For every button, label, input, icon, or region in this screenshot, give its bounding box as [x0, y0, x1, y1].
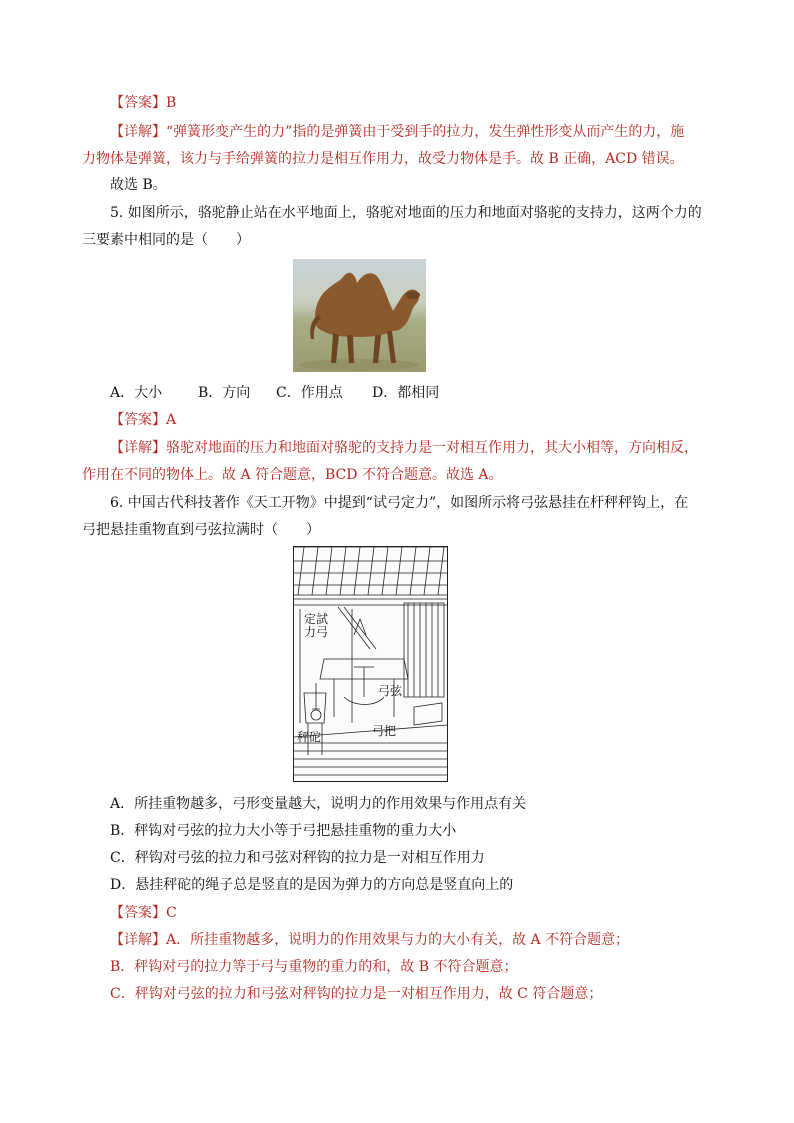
- q6-option-b[interactable]: B．秤钩对弓弦的拉力大小等于弓把悬挂重物的重力大小: [110, 823, 457, 839]
- q6-detail-line3: C．秤钩对弓弦的拉力和弓弦对秤钩的拉力是一对相互作用力，故 C 符合题意；: [110, 986, 603, 1002]
- q6-answer-tag: 【答案】: [110, 905, 166, 921]
- figure-title-col1: 定力: [304, 612, 317, 639]
- q4-choose: 故选 B。: [110, 177, 167, 193]
- figure-label-weight: 秤砣: [297, 730, 322, 744]
- q6-detail-text1: A．所挂重物越多，说明力的作用效果与力的大小有关，故 A 不符合题意；: [166, 932, 630, 948]
- q6-option-c[interactable]: C．秤钩对弓弦的拉力和弓弦对秤钩的拉力是一对相互作用力: [110, 850, 485, 866]
- q5-option-a[interactable]: A．大小: [110, 385, 163, 401]
- q6-stem-line1: 6. 中国古代科技著作《天工开物》中提到“试弓定力”，如图所示将弓弦悬挂在杆秤秤钩上，在: [110, 495, 689, 511]
- q5-detail-line2: 作用在不同的物体上。故 A 符合题意，BCD 不符合题意。故选 A。: [82, 467, 503, 483]
- q5-option-b[interactable]: B．方向: [198, 385, 251, 401]
- figure-label-bowgrip: 弓把: [372, 724, 397, 738]
- figure-title-col2: 試弓: [316, 612, 329, 639]
- camel-photo: [293, 259, 426, 372]
- q5-detail-line1: [110, 438, 740, 458]
- q6-stem-line2: 弓把悬挂重物直到弓弦拉满时（ ）: [82, 522, 320, 538]
- q5-options: [110, 383, 740, 403]
- figure-label-bowstring: 弓弦: [378, 684, 403, 698]
- camel-icon: [293, 259, 426, 372]
- q4-detail-tag: 【详解】: [110, 124, 166, 140]
- q6-option-d[interactable]: D．悬挂秤砣的绳子总是竖直的是因为弹力的方向总是竖直向上的: [110, 877, 514, 893]
- q4-answer-line: [110, 93, 740, 113]
- q6-detail-line2: B．秤钩对弓的拉力等于弓与重物的重力的和，故 B 不符合题意；: [110, 959, 518, 975]
- q4-answer-tag: 【答案】: [110, 95, 166, 111]
- q4-detail-line1: [110, 122, 740, 142]
- q5-option-d[interactable]: D．都相同: [372, 385, 440, 401]
- q6-detail-line1: [110, 930, 740, 950]
- q4-answer-value: B: [166, 95, 177, 111]
- bow-test-woodcut-icon: [294, 547, 447, 781]
- q6-detail-tag: 【详解】: [110, 932, 166, 948]
- q5-answer-value: A: [166, 412, 177, 428]
- q5-detail-tag: 【详解】: [110, 440, 166, 456]
- q5-option-c[interactable]: C．作用点: [276, 385, 343, 401]
- q5-stem-line1: 5. 如图所示，骆驼静止站在水平地面上，骆驼对地面的压力和地面对骆驼的支持力，这两个力的: [110, 205, 702, 221]
- q6-answer-value: C: [166, 905, 177, 921]
- q5-detail-text1: 骆驼对地面的压力和地面对骆驼的支持力是一对相互作用力，其大小相等，方向相反，: [166, 440, 698, 456]
- q4-detail-line2: 力物体是弹簧，该力与手给弹簧的拉力是相互作用力，故受力物体是手。故 B 正确，ACD 错误。: [82, 151, 684, 167]
- q5-answer-tag: 【答案】: [110, 412, 166, 428]
- q5-stem-line2: 三要素中相同的是（ ）: [82, 232, 250, 248]
- woodcut-illustration: [293, 546, 448, 782]
- q6-option-a[interactable]: A．所挂重物越多，弓形变量越大，说明力的作用效果与作用点有关: [110, 796, 527, 812]
- q5-answer-line: [110, 410, 740, 430]
- q4-detail-text1: “弹簧形变产生的力”指的是弹簧由于受到手的拉力，发生弹性形变从而产生的力，施: [166, 124, 685, 140]
- q6-answer-line: [110, 903, 740, 923]
